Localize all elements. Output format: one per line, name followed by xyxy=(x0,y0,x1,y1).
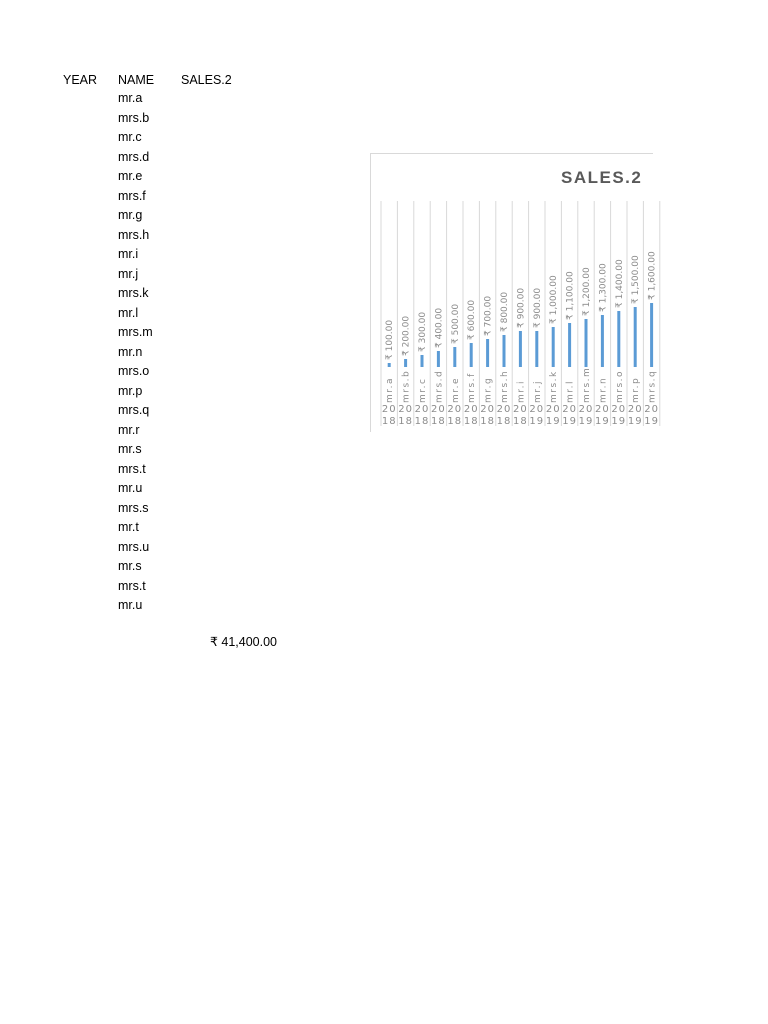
bar[interactable] xyxy=(453,347,456,367)
bar[interactable] xyxy=(634,307,637,367)
year-label-top: 20 xyxy=(562,404,577,415)
year-label-top: 20 xyxy=(463,404,479,415)
table-row xyxy=(0,206,300,226)
data-label: ₹ 900.00 xyxy=(532,287,543,328)
category-label: mr.g xyxy=(483,376,494,403)
table-row xyxy=(0,323,300,343)
category-label: mr.l xyxy=(565,379,576,403)
year-label-top: 20 xyxy=(381,404,397,415)
name-cell[interactable]: mr.l xyxy=(118,305,139,320)
table-row xyxy=(0,362,300,382)
year-label-top: 20 xyxy=(627,404,643,415)
year-label-top: 20 xyxy=(513,404,528,415)
name-cell[interactable]: mr.e xyxy=(118,169,143,183)
year-label-bottom: 19 xyxy=(529,416,545,427)
column-header-sales[interactable]: SALES.2 xyxy=(181,73,232,87)
category-label: mrs.b xyxy=(401,369,412,403)
year-label-bottom: 18 xyxy=(463,416,479,427)
bar[interactable] xyxy=(568,323,571,367)
year-label-bottom: 19 xyxy=(595,416,610,427)
data-label: ₹ 300.00 xyxy=(418,311,428,352)
category-label: mr.c xyxy=(418,377,428,403)
table-row xyxy=(0,109,300,129)
data-label: ₹ 1,000.00 xyxy=(549,275,560,324)
data-label: ₹ 1,500.00 xyxy=(631,255,642,304)
name-cell[interactable]: mr.g xyxy=(118,208,143,222)
name-cell[interactable]: mr.u xyxy=(118,481,143,495)
table-row xyxy=(0,226,300,246)
table-row xyxy=(0,148,300,168)
table-row xyxy=(0,538,300,558)
data-label: ₹ 700.00 xyxy=(483,295,494,336)
year-label-bottom: 18 xyxy=(431,416,446,427)
table-row xyxy=(0,557,300,577)
sales-chart[interactable] xyxy=(370,153,659,432)
table-row xyxy=(0,596,300,616)
name-cell[interactable]: mrs.o xyxy=(118,364,150,378)
year-label-bottom: 18 xyxy=(496,416,512,427)
year-label-top: 20 xyxy=(398,404,413,415)
year-label-top: 20 xyxy=(447,404,463,415)
category-label: mr.i xyxy=(516,379,527,403)
year-label-bottom: 19 xyxy=(644,416,659,427)
name-cell[interactable]: mr.a xyxy=(118,91,143,105)
name-cell[interactable]: mrs.d xyxy=(118,149,150,164)
year-label-top: 20 xyxy=(644,404,659,415)
name-cell[interactable]: mr.c xyxy=(118,130,142,144)
chart-title: SALES.2 xyxy=(561,168,643,187)
category-label: mrs.o xyxy=(614,369,625,403)
bar[interactable] xyxy=(650,303,653,367)
category-label: mr.e xyxy=(450,376,461,403)
data-label: ₹ 500.00 xyxy=(450,303,461,344)
category-label: mrs.h xyxy=(500,369,510,403)
table-row xyxy=(0,577,300,597)
data-label: ₹ 1,100.00 xyxy=(565,271,576,320)
data-label: ₹ 900.00 xyxy=(516,287,527,328)
name-cell[interactable]: mr.u xyxy=(118,598,143,612)
year-label-bottom: 19 xyxy=(562,416,577,427)
year-label-top: 20 xyxy=(480,404,495,415)
year-label-bottom: 18 xyxy=(398,416,413,427)
name-cell[interactable]: mrs.m xyxy=(118,325,153,339)
table-row xyxy=(0,343,300,363)
category-label: mrs.q xyxy=(647,369,658,403)
bar[interactable] xyxy=(535,331,538,367)
name-cell[interactable]: mr.n xyxy=(118,344,143,359)
column-header-name[interactable]: NAME xyxy=(118,73,155,87)
category-label: mrs.d xyxy=(434,369,445,403)
table-row xyxy=(0,245,300,265)
category-label: mr.a xyxy=(385,376,396,403)
year-label-bottom: 18 xyxy=(513,416,528,427)
name-cell[interactable]: mr.j xyxy=(118,266,139,281)
name-cell[interactable]: mr.r xyxy=(118,422,140,437)
year-label-bottom: 18 xyxy=(381,416,397,427)
category-label: mrs.f xyxy=(467,372,478,403)
data-label: ₹ 1,600.00 xyxy=(647,251,658,300)
bar[interactable] xyxy=(519,331,522,367)
name-cell[interactable]: mr.p xyxy=(118,383,143,398)
bar[interactable] xyxy=(617,311,620,367)
table-row xyxy=(0,167,300,187)
table-row xyxy=(0,284,300,304)
category-label: mrs.k xyxy=(549,370,560,403)
year-label-bottom: 19 xyxy=(611,416,627,427)
bar[interactable] xyxy=(552,327,555,367)
table-row xyxy=(0,479,300,499)
year-label-bottom: 18 xyxy=(447,416,463,427)
name-cell[interactable]: mrs.u xyxy=(118,539,150,554)
year-label-top: 20 xyxy=(611,404,627,415)
category-label: mr.n xyxy=(598,376,609,403)
name-cell[interactable]: mrs.t xyxy=(118,461,146,476)
bar[interactable] xyxy=(388,363,391,367)
name-cell[interactable]: mrs.s xyxy=(118,500,149,515)
name-cell[interactable]: mr.i xyxy=(118,247,139,261)
bar[interactable] xyxy=(585,319,588,367)
year-label-top: 20 xyxy=(431,404,446,415)
data-label: ₹ 800.00 xyxy=(500,291,510,332)
data-label: ₹ 200.00 xyxy=(401,315,412,356)
year-label-bottom: 18 xyxy=(414,416,430,427)
year-label-bottom: 19 xyxy=(578,416,594,427)
table-row xyxy=(0,440,300,460)
data-label: ₹ 400.00 xyxy=(434,307,445,348)
bar[interactable] xyxy=(437,351,440,367)
category-label: mr.j xyxy=(532,379,543,403)
data-label: ₹ 100.00 xyxy=(385,319,396,360)
year-label-bottom: 19 xyxy=(545,416,561,427)
name-cell[interactable]: mr.s xyxy=(118,559,142,573)
data-label: ₹ 600.00 xyxy=(467,299,478,340)
table-row xyxy=(0,128,300,148)
data-label: ₹ 1,200.00 xyxy=(582,267,592,316)
table-row xyxy=(0,89,300,109)
table-row xyxy=(0,518,300,538)
category-label: mrs.m xyxy=(582,366,592,403)
data-label: ₹ 1,300.00 xyxy=(598,263,609,312)
bar[interactable] xyxy=(470,343,473,367)
name-cell[interactable]: mrs.b xyxy=(118,110,150,125)
name-cell[interactable]: mrs.q xyxy=(118,403,150,417)
name-cell[interactable]: mr.s xyxy=(118,442,142,456)
category-label: mr.p xyxy=(631,376,642,403)
sales-total-cell[interactable]: ₹ 41,400.00 xyxy=(209,635,277,649)
chart-plot xyxy=(371,154,659,432)
data-label: ₹ 1,400.00 xyxy=(614,259,625,308)
name-cell[interactable]: mrs.t xyxy=(118,578,146,593)
name-cell[interactable]: mrs.f xyxy=(118,188,146,203)
bar[interactable] xyxy=(601,315,604,367)
year-label-top: 20 xyxy=(529,404,545,415)
year-label-top: 20 xyxy=(578,404,594,415)
year-label-top: 20 xyxy=(496,404,512,415)
table-row xyxy=(0,187,300,207)
year-label-top: 20 xyxy=(595,404,610,415)
table-row xyxy=(0,382,300,402)
table-row xyxy=(0,265,300,285)
name-cell[interactable]: mrs.h xyxy=(118,227,150,242)
table-row xyxy=(0,460,300,480)
year-label-bottom: 19 xyxy=(627,416,643,427)
bar[interactable] xyxy=(486,339,489,367)
bar[interactable] xyxy=(503,335,506,367)
table-row xyxy=(0,304,300,324)
bar[interactable] xyxy=(421,355,424,367)
table-row xyxy=(0,499,300,519)
column-header-year[interactable]: YEAR xyxy=(63,73,98,87)
data-table xyxy=(0,89,300,616)
year-label-top: 20 xyxy=(414,404,430,415)
name-cell[interactable]: mrs.k xyxy=(118,286,149,300)
name-cell[interactable]: mr.t xyxy=(118,520,139,534)
table-row xyxy=(0,421,300,441)
table-row xyxy=(0,401,300,421)
year-label-bottom: 18 xyxy=(480,416,495,427)
bar[interactable] xyxy=(404,359,407,367)
year-label-top: 20 xyxy=(545,404,561,415)
